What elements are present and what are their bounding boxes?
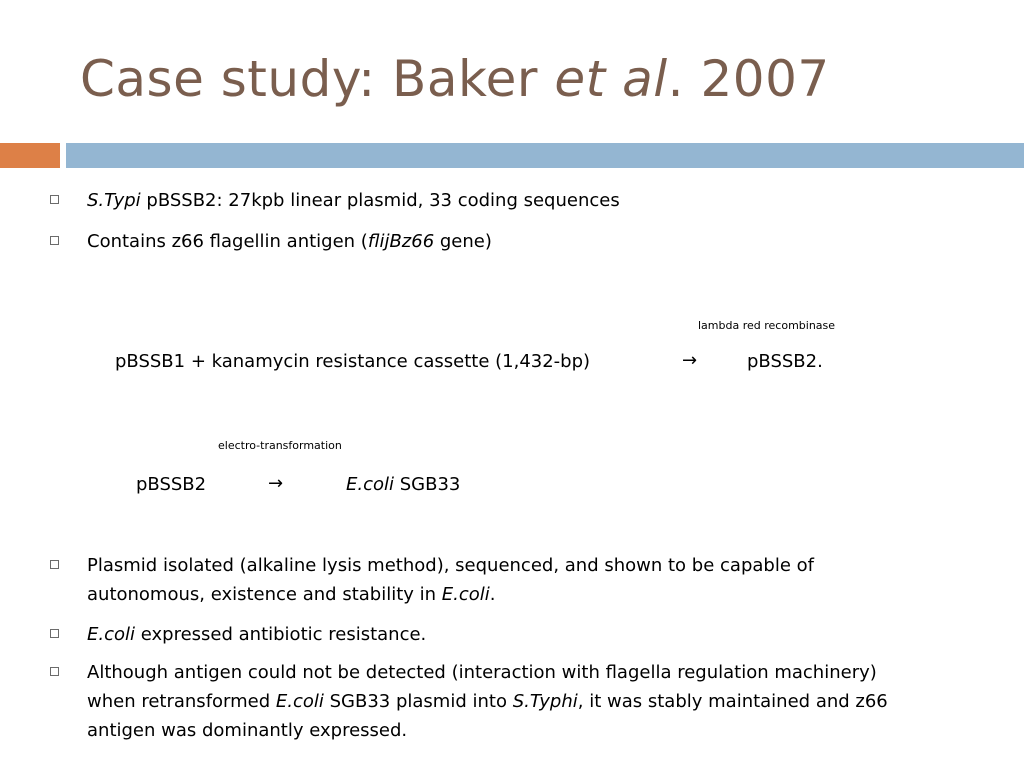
slide-title — [80, 52, 830, 107]
bullet-line: antigen was dominantly expressed. — [87, 720, 408, 741]
bullet-line — [87, 580, 947, 609]
arrow-label-transformation: electro-transformation — [218, 439, 342, 452]
bullet-square-icon — [50, 629, 59, 638]
title-main: Case study: Baker — [80, 50, 555, 108]
bullet-span: expressed antibiotic resistance. — [135, 624, 427, 645]
bullet-span: Contains z66 flagellin antigen ( — [87, 231, 368, 252]
bullet-span: . — [489, 584, 496, 605]
bullet-line: Plasmid isolated (alkaline lysis method), sequenced, and shown to be capable of — [87, 555, 814, 576]
right-arrow-icon: → — [682, 350, 698, 371]
bullet-italic: E.coli — [275, 691, 324, 712]
bullet-square-icon — [50, 195, 59, 204]
bullet-italic: S.Typhi — [512, 691, 578, 712]
bullet-span: gene) — [434, 231, 492, 252]
bullet-text — [87, 551, 947, 609]
equation2-right — [346, 474, 460, 495]
bullet-text — [87, 227, 947, 256]
right-arrow-icon: → — [268, 473, 284, 494]
title-rest: . 2007 — [667, 50, 830, 108]
equation2-left: pBSSB2 — [136, 474, 207, 495]
bullet-span: pBSSB2: 27kpb linear plasmid, 33 coding sequences — [140, 190, 620, 211]
bullet-span: , it was stably maintained and z66 — [577, 691, 888, 712]
bullet-span: autonomous, existence and stability in — [87, 584, 442, 605]
equation1-left: pBSSB1 + kanamycin resistance cassette (1,432-bp) — [115, 351, 591, 372]
accent-bar-orange — [0, 143, 60, 168]
bullet-span: SGB33 plasmid into — [323, 691, 513, 712]
bullet-span: when retransformed — [87, 691, 276, 712]
equation2-italic: E.coli — [346, 474, 395, 495]
bullet-text — [87, 186, 947, 215]
bullet-italic: E.coli — [87, 624, 136, 645]
bullet-italic: S.Typi — [87, 190, 141, 211]
bullet-text — [87, 658, 947, 745]
bullet-square-icon — [50, 667, 59, 676]
bullet-square-icon — [50, 560, 59, 569]
bullet-italic: E.coli — [441, 584, 490, 605]
bullet-italic: flijBz66 — [367, 231, 435, 252]
arrow-label-recombinase: lambda red recombinase — [698, 319, 836, 332]
title-italic: et al — [554, 50, 668, 108]
bullet-square-icon — [50, 236, 59, 245]
accent-bar-blue — [66, 143, 1024, 168]
bullet-text — [87, 620, 947, 649]
equation2-span: SGB33 — [394, 474, 461, 495]
bullet-line: Although antigen could not be detected (interaction with flagella regulation machinery) — [87, 662, 877, 683]
bullet-line — [87, 687, 947, 716]
equation1-right: pBSSB2. — [747, 351, 823, 372]
